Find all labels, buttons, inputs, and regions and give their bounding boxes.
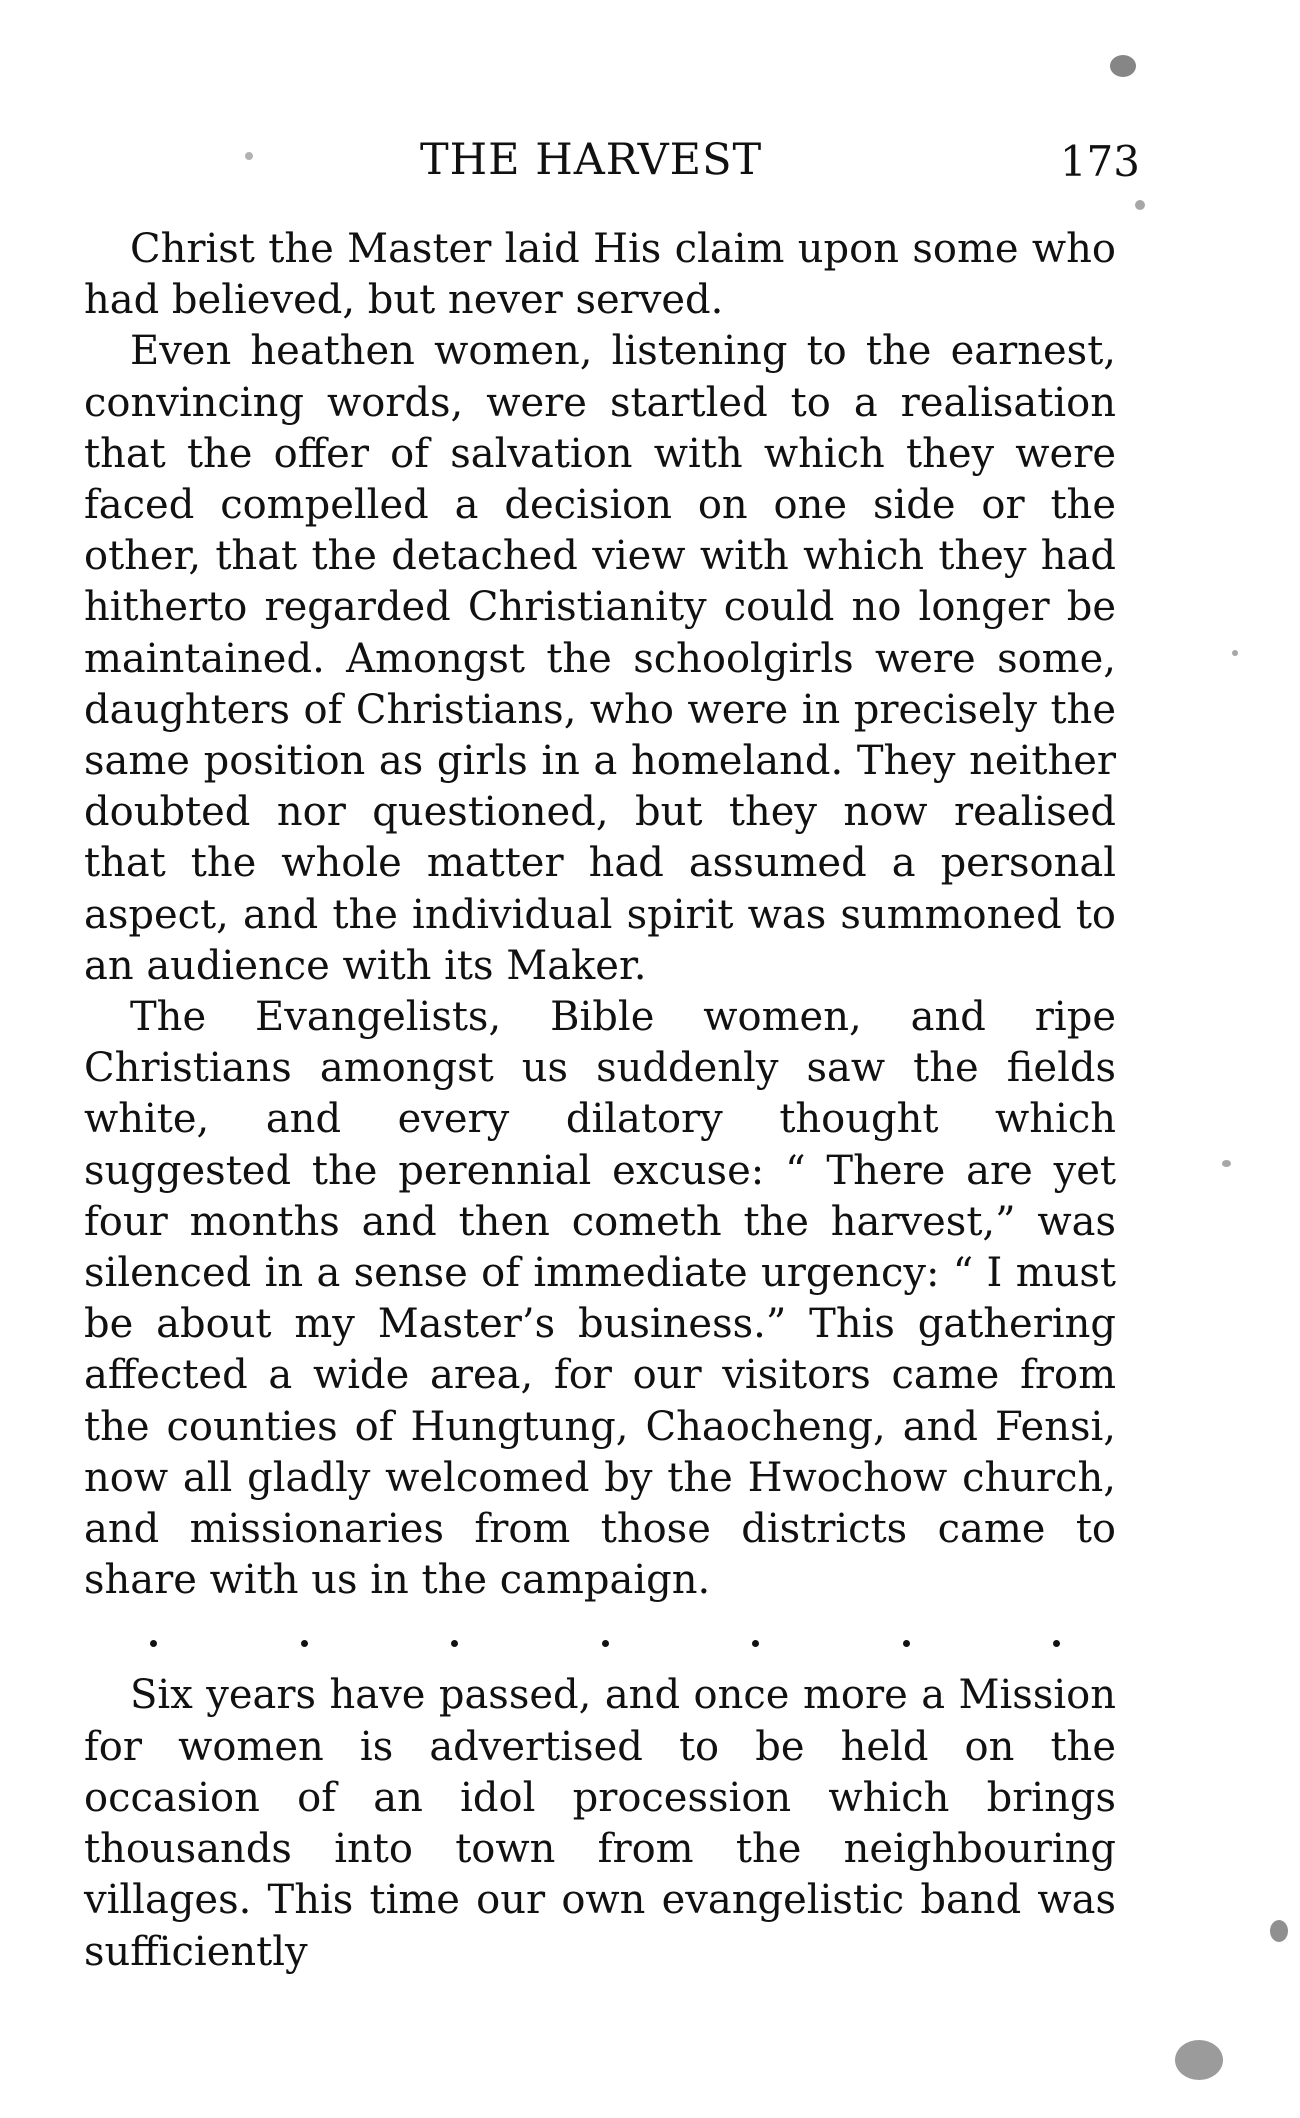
body-text — [84, 224, 1116, 1978]
section-break-dot — [903, 1640, 910, 1647]
page-number: 173 — [1059, 137, 1140, 186]
paragraph: The Evangelists, Bible women, and ripe Christians amongst us suddenly saw the fields white, and every dilatory thought which suggested the perennial excuse: “ There are yet four months and then cometh the harvest,” was silenced in a sense of immediate urgency: “ I must be about my Master’s business.” This gathering affected a wide area, for our visitors came from the counties of Hungtung, Chaocheng, and Fensi, now all gladly welcomed by the Hwochow church, and missionaries from those districts came to share with us in the campaign. — [84, 994, 1116, 1604]
scan-speck — [1135, 200, 1145, 210]
section-break-dot — [752, 1640, 759, 1647]
section-break-dot — [451, 1640, 458, 1647]
section-break-dot — [301, 1640, 308, 1647]
scan-speck — [1175, 2040, 1223, 2080]
scan-speck — [1110, 55, 1136, 77]
section-break-dot — [150, 1640, 157, 1647]
paragraph: Even heathen women, listening to the earnest, convincing words, were startled to a realisation that the offer of salvation with which they were faced compelled a decision on one side or the other, that the detached view with which they had hitherto regarded Christianity could no longer be maintained. Amongst the schoolgirls were some, daughters of Christians, who were in precisely the same position as girls in a homeland. They neither doubted nor questioned, but they now realised that the whole matter had assumed a personal aspect, and the individual spirit was summoned to an audience with its Maker. — [84, 328, 1116, 989]
section-break-dot — [602, 1640, 609, 1647]
paragraph: Six years have passed, and once more a Mission for women is advertised to be held on the occasion of an idol procession which brings thousands into town from the neighbouring villages. This time our own evangelistic band was sufficiently — [84, 1672, 1116, 1975]
scan-speck — [245, 152, 253, 160]
running-head: THE HARVEST — [420, 135, 763, 185]
section-break-dot — [1053, 1640, 1060, 1647]
scan-speck — [1270, 1920, 1288, 1942]
page-header — [80, 135, 1140, 195]
section-break — [150, 1628, 1060, 1658]
scan-speck — [1222, 1160, 1231, 1167]
paragraph: Christ the Master laid His claim upon some who had believed, but never served. — [84, 226, 1116, 324]
scan-speck — [1232, 650, 1238, 656]
